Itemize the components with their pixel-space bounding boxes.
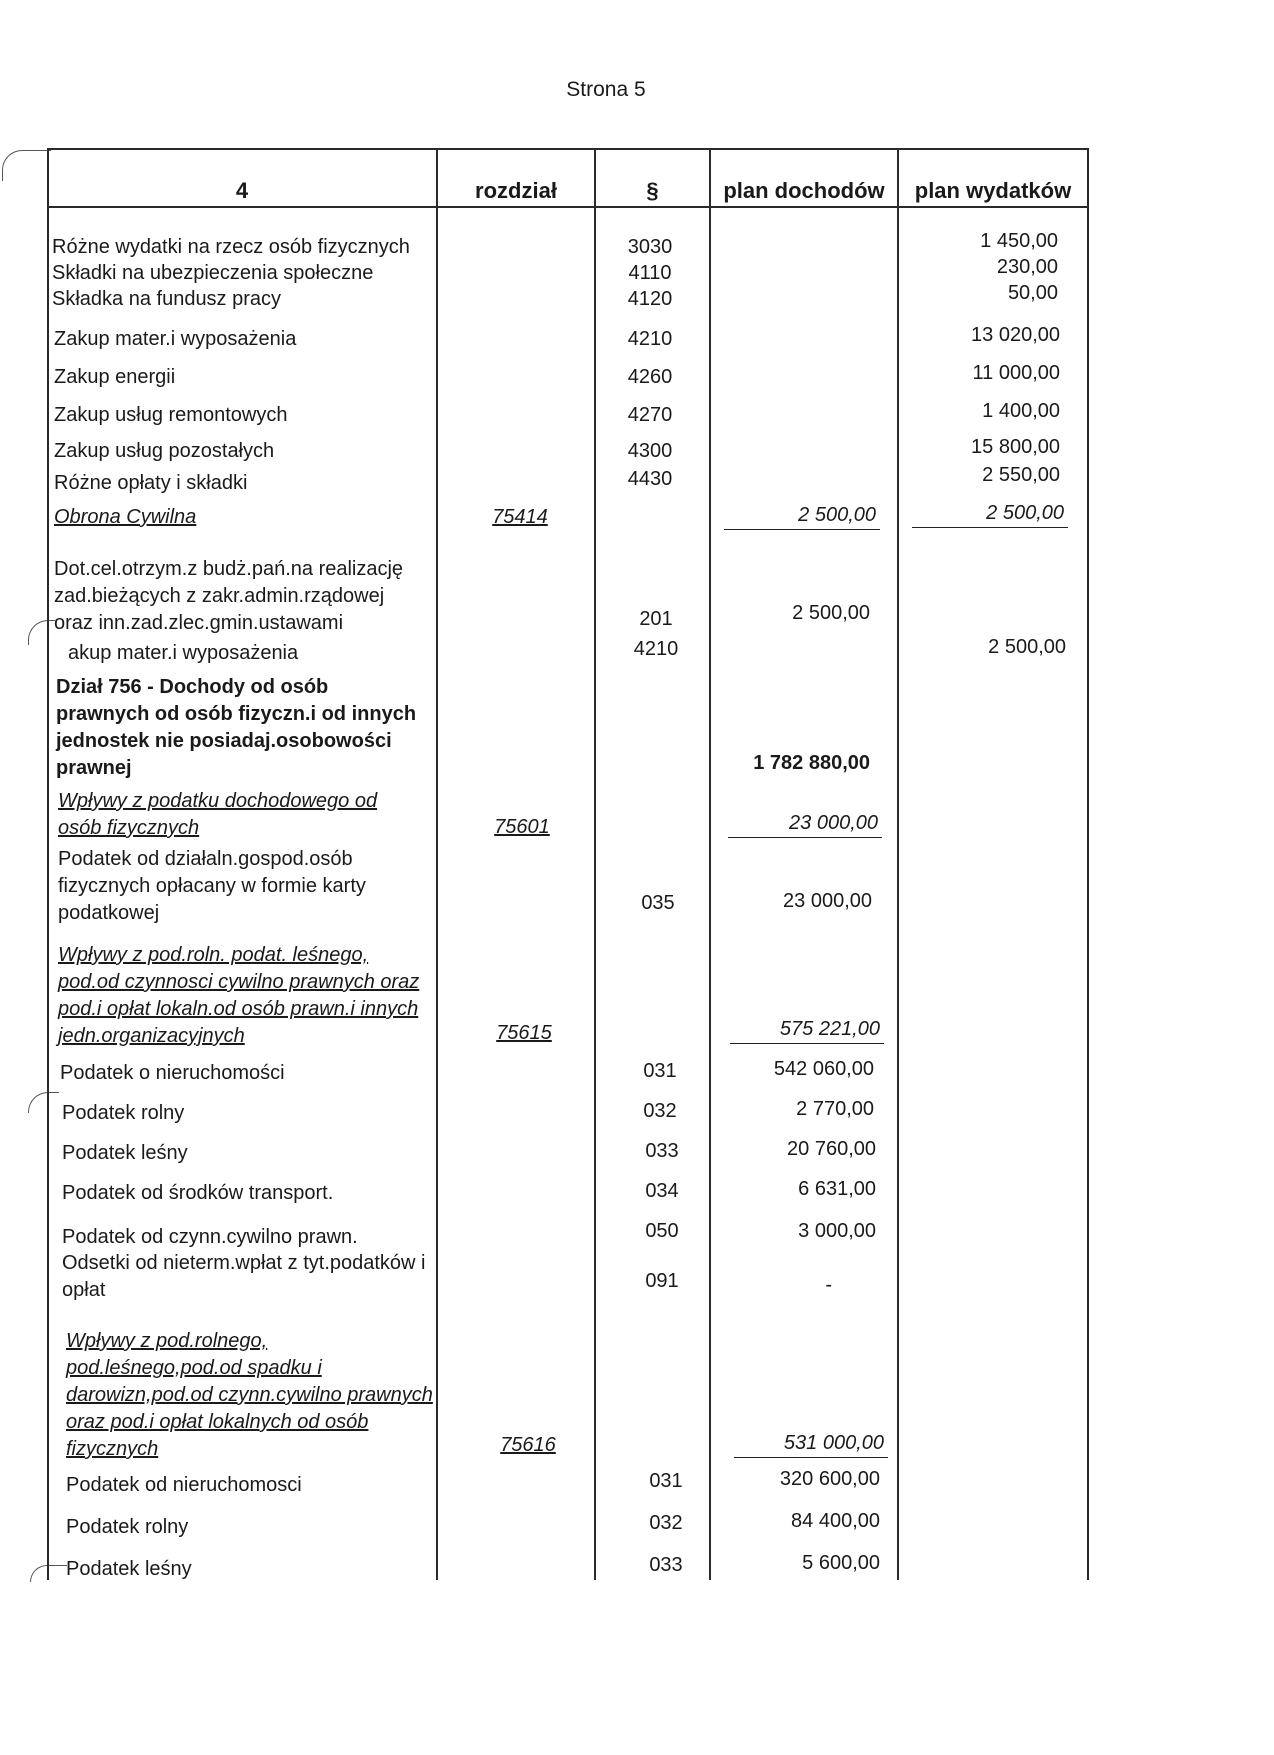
row-description: Odsetki od nieterm.wpłat z tyt.podatków i opłat: [62, 1252, 426, 1301]
row-description: Składki na ubezpieczenia społeczne: [52, 262, 374, 284]
row-plan-wydatkow: 230,00: [996, 256, 1058, 278]
row-paragraph: 035: [641, 892, 675, 914]
row-description: Różne wydatki na rzecz osób fizycznych: [52, 236, 410, 258]
row-description: Podatek rolny: [66, 1516, 189, 1538]
row-plan-dochodow: 1 782 880,00: [753, 752, 870, 774]
row-plan-dochodow: 23 000,00: [728, 810, 882, 838]
row-paragraph: 3030: [627, 236, 673, 258]
row-description: Zakup usług remontowych: [54, 404, 288, 426]
row-plan-wydatkow: 11 000,00: [972, 362, 1060, 384]
row-description: Podatek rolny: [62, 1102, 185, 1124]
row-rozdzial: 75616: [500, 1434, 556, 1456]
row-description: akup mater.i wyposażenia: [68, 642, 299, 664]
row-paragraph: 091: [645, 1270, 679, 1292]
row-description: Różne opłaty i składki: [54, 472, 248, 494]
row-paragraph: 031: [643, 1060, 677, 1082]
row-plan-dochodow: 6 631,00: [798, 1178, 876, 1200]
row-description: Składka na fundusz pracy: [52, 288, 282, 310]
row-plan-dochodow: 320 600,00: [779, 1468, 880, 1490]
row-description: Podatek od środków transport.: [62, 1182, 334, 1204]
row-plan-wydatkow: 50,00: [1007, 282, 1058, 304]
row-paragraph: 033: [649, 1554, 683, 1576]
table-header-border: [48, 206, 1088, 208]
row-plan-dochodow: 575 221,00: [730, 1016, 884, 1044]
row-description: Podatek leśny: [66, 1558, 192, 1580]
row-paragraph: 032: [649, 1512, 683, 1534]
row-description: Podatek leśny: [62, 1142, 188, 1164]
col-border: [47, 148, 49, 1580]
row-paragraph: 4270: [627, 404, 673, 426]
row-plan-dochodow: 542 060,00: [773, 1058, 874, 1080]
header-rozdzial: rozdział: [475, 178, 557, 203]
row-rozdzial: 75615: [496, 1022, 552, 1044]
row-plan-dochodow: 2 770,00: [796, 1098, 874, 1120]
row-plan-dochodow: 531 000,00: [734, 1430, 888, 1458]
row-description: Podatek o nieruchomości: [60, 1062, 285, 1084]
header-plan-dochodow: plan dochodów: [723, 178, 885, 203]
row-plan-wydatkow: 2 500,00: [912, 500, 1068, 528]
col-border: [897, 148, 899, 1580]
header-plan-wydatkow: plan wydatków: [914, 178, 1072, 203]
page-title: Strona 5: [566, 78, 646, 101]
row-paragraph: 032: [643, 1100, 677, 1122]
row-rozdzial: 75414: [492, 506, 548, 528]
row-plan-wydatkow: 2 550,00: [982, 464, 1060, 486]
col-border: [594, 148, 596, 1580]
row-description: Zakup mater.i wyposażenia: [54, 328, 297, 350]
header-description: 4: [235, 178, 249, 203]
row-description: Dział 756 - Dochody od osób prawnych od osób fizyczn.i od innych jednostek nie posiadaj.osobowości prawnej: [56, 676, 417, 779]
row-description: Wpływy z pod.roln. podat. leśnego, pod.od czynnosci cywilno prawnych oraz pod.i opłat lokaln.od osób prawn.i innych jedn.organizacyjnych: [58, 944, 420, 1047]
row-plan-dochodow: 2 500,00: [792, 602, 870, 624]
row-paragraph: 201: [639, 608, 673, 630]
col-border: [709, 148, 711, 1580]
row-paragraph: 4300: [627, 440, 673, 462]
row-description: Zakup energii: [54, 366, 176, 388]
row-plan-wydatkow: 1 450,00: [980, 230, 1058, 252]
row-paragraph: 4110: [628, 262, 672, 284]
row-paragraph: 4210: [627, 328, 673, 350]
row-plan-wydatkow: 2 500,00: [988, 636, 1066, 658]
row-plan-dochodow: 2 500,00: [724, 502, 880, 530]
row-plan-dochodow: 23 000,00: [783, 890, 872, 912]
row-paragraph: 4120: [627, 288, 673, 310]
header-paragraph: §: [646, 178, 659, 203]
row-paragraph: 4430: [627, 468, 673, 490]
row-plan-wydatkow: 13 020,00: [971, 324, 1060, 346]
row-paragraph: 050: [645, 1220, 679, 1242]
row-rozdzial: 75601: [494, 816, 550, 838]
table-top-border: [48, 148, 1088, 150]
scan-mark: [2, 150, 51, 181]
row-plan-dochodow: -: [825, 1274, 832, 1296]
row-description: Dot.cel.otrzym.z budż.pań.na realizację zad.bieżących z zakr.admin.rządowej oraz inn.zad.zlec.gmin.ustawami: [54, 558, 404, 634]
row-plan-dochodow: 20 760,00: [787, 1138, 876, 1160]
row-paragraph: 033: [645, 1140, 679, 1162]
row-description: Wpływy z pod.rolnego, pod.leśnego,pod.od spadku i darowizn,pod.od czynn.cywilno prawnych oraz pod.i opłat lokalnych od osób fizycznych: [66, 1330, 433, 1460]
row-plan-dochodow: 5 600,00: [802, 1552, 880, 1574]
row-description: Podatek od nieruchomosci: [66, 1474, 302, 1496]
row-paragraph: 4260: [627, 366, 673, 388]
row-description: Zakup usług pozostałych: [54, 440, 275, 462]
row-paragraph: 034: [645, 1180, 679, 1202]
row-paragraph: 4210: [633, 638, 679, 660]
scan-mark: [28, 620, 55, 645]
row-description: Podatek od czynn.cywilno prawn.: [62, 1226, 358, 1248]
row-description: Podatek od działaln.gospod.osób fizycznych opłacany w formie karty podatkowej: [58, 848, 366, 924]
col-border: [1087, 148, 1089, 1580]
scan-mark: [28, 1092, 59, 1113]
row-description: Wpływy z podatku dochodowego od osób fizycznych: [58, 790, 378, 839]
row-paragraph: 031: [649, 1470, 683, 1492]
row-plan-dochodow: 84 400,00: [791, 1510, 880, 1532]
row-plan-dochodow: 3 000,00: [798, 1220, 876, 1242]
row-description: Obrona Cywilna: [54, 506, 197, 528]
row-plan-wydatkow: 15 800,00: [971, 436, 1060, 458]
row-plan-wydatkow: 1 400,00: [982, 400, 1060, 422]
